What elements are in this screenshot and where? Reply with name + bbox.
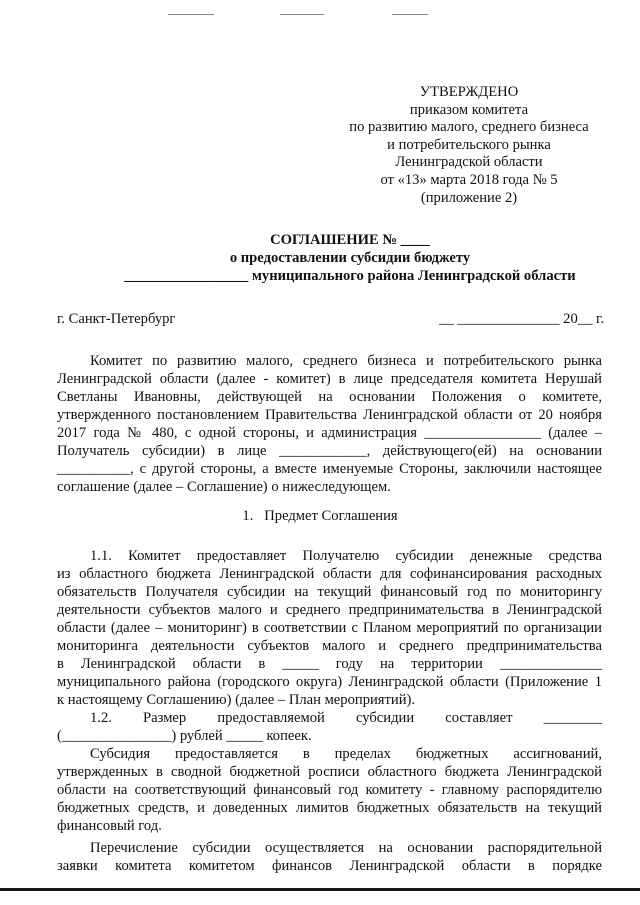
text-line: обязательств Получателя субсидии на текущий финансовый год по мониторингу <box>57 584 602 600</box>
approval-line: по развитию малого, среднего бизнеса <box>349 119 589 136</box>
text-line: Перечисление субсидии осуществляется на основании распорядительной <box>90 840 602 856</box>
document-subtitle: о предоставлении субсидии бюджету <box>229 250 471 266</box>
approval-line: и потребительского рынка <box>387 136 551 153</box>
document-title: СОГЛАШЕНИЕ № ____ <box>270 232 430 248</box>
text-line: Субсидия предоставляется в пределах бюджетных ассигнований, <box>90 746 602 762</box>
text-line: 1.2. Размер предоставляемой субсидии составляет ________ <box>90 710 602 726</box>
scan-artifact <box>0 888 640 891</box>
text-line: Получатель субсидии) в лице ____________, действующего(ей) на основании <box>57 443 602 459</box>
text-line: 1.1. Комитет предоставляет Получателю субсидии денежные средства <box>90 548 602 564</box>
text-line: Светланы Ивановны, действующей на основании Положения о комитете, <box>57 389 602 405</box>
approval-line: от «13» марта 2018 года № 5 <box>380 171 558 188</box>
text-line: области (далее – мониторинг) в соответствии с Планом мероприятий по организации <box>57 620 602 636</box>
text-line: утвержденных в сводной бюджетной росписи областного бюджета Ленинградской <box>57 764 602 780</box>
text-line: Ленинградской области (далее - комитет) в лице председателя комитета Нерушай <box>57 371 602 387</box>
text-line: 2017 года № 480, с одной стороны, и администрация ________________ (далее – <box>57 425 602 441</box>
text-line: (_______________) рублей _____ копеек. <box>57 728 312 744</box>
text-line: к настоящему Соглашению) (далее – План мероприятий). <box>57 692 416 708</box>
text-line: __________, с другой стороны, а вместе именуемые Стороны, заключили настоящее <box>57 461 602 477</box>
text-line: муниципального района (городского округа) Ленинградской области (Приложение 1 <box>57 674 602 690</box>
approval-line: приказом комитета <box>409 101 529 118</box>
section-title: Предмет Соглашения <box>264 508 398 524</box>
text-line: области на соответствующий финансовый год комитету - главному распорядителю <box>57 782 602 798</box>
place: г. Санкт-Петербург <box>57 311 176 327</box>
text-line: заявки комитета комитетом финансов Ленинградской области в порядке <box>57 858 602 874</box>
approval-heading: УТВЕРЖДЕНО <box>419 84 519 100</box>
text-line: соглашение (далее – Соглашение) о нижеследующем. <box>57 479 391 495</box>
text-line: мониторинга деятельности субъектов малого и среднего предпринимательства <box>57 638 602 654</box>
scan-artifact <box>280 14 324 15</box>
scan-artifact <box>392 14 428 15</box>
text-line: бюджетных средств, и доведенных лимитов бюджетных обязательств на текущий <box>57 800 602 816</box>
text-line: в Ленинградской области в _____ году на территории ______________ <box>57 656 602 672</box>
date: __ ______________ 20__ г. <box>439 311 604 327</box>
text-line: финансовый год. <box>57 818 162 834</box>
text-line: Комитет по развитию малого, среднего бизнеса и потребительского рынка <box>90 353 602 369</box>
text-line: утвержденного постановлением Правительства Ленинградской области от 20 ноября <box>57 407 602 423</box>
approval-line: Ленинградской области <box>395 154 543 171</box>
scan-artifact <box>168 14 214 15</box>
document-subtitle: _________________ муниципального района Ленинградской области <box>124 268 576 284</box>
text-line: из областного бюджета Ленинградской области для софинансирования расходных <box>57 566 602 582</box>
section-number: 1. <box>242 508 254 524</box>
text-line: деятельности субъектов малого и среднего предпринимательства в Ленинградской <box>57 602 602 618</box>
approval-line: (приложение 2) <box>420 189 518 206</box>
section-heading <box>0 508 640 526</box>
approval-block <box>330 84 608 207</box>
